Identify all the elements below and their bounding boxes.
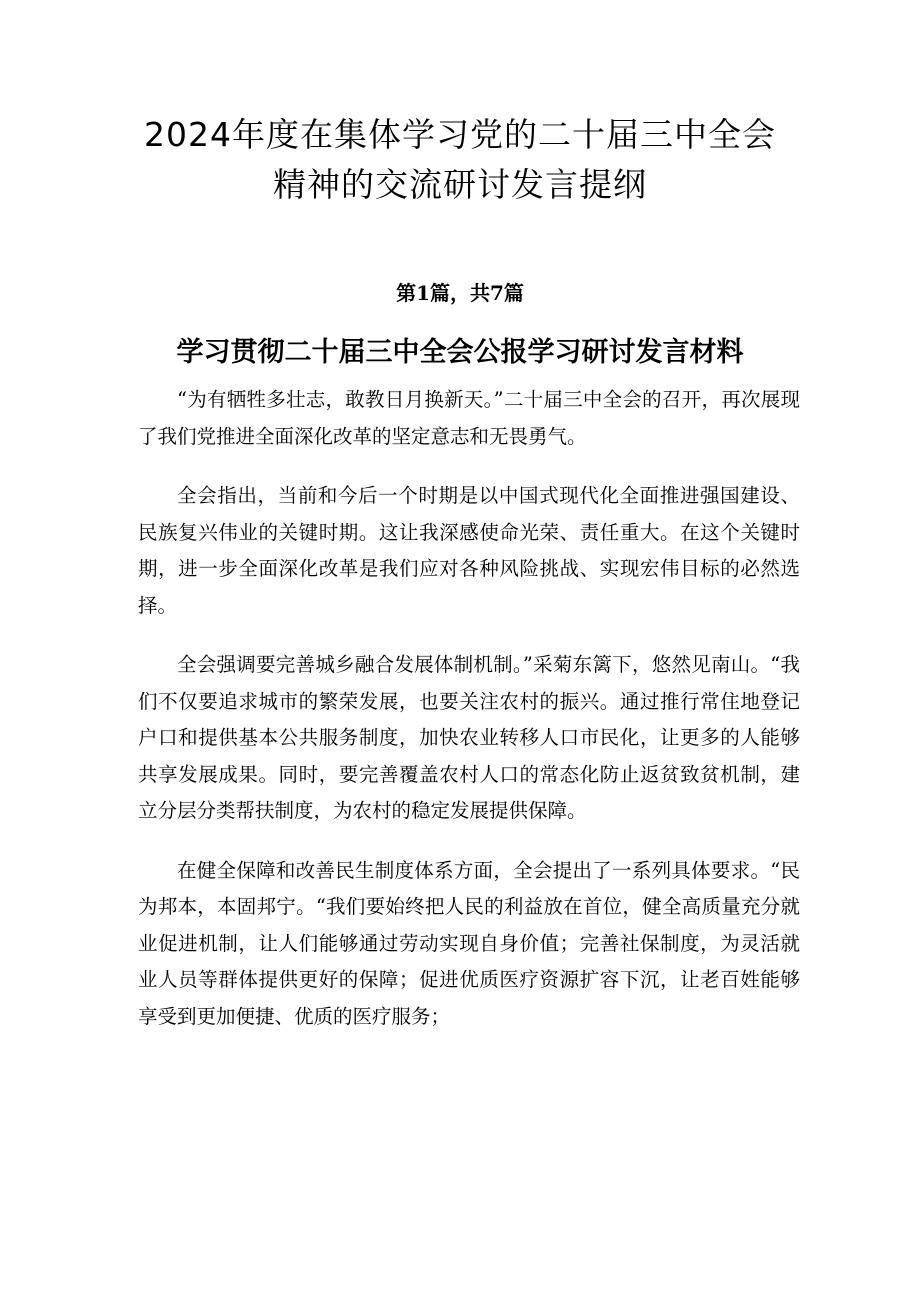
- document-title-line-2: 精神的交流研讨发言提纲: [273, 165, 647, 204]
- body-text: [138, 382, 800, 1058]
- document-title: [0, 110, 920, 210]
- section-heading: 学习贯彻二十届三中全会公报学习研讨发言材料: [176, 337, 744, 368]
- paragraph-2: 全会指出，当前和今后一个时期是以中国式现代化全面推进强国建设、民族复兴伟业的关键时期。这让我深感使命光荣、责任重大。在这个关键时期，进一步全面深化改革是我们应对各种风险挑战、实现宏伟目标的必然选择。: [138, 484, 800, 617]
- paragraph-3: 全会强调要完善城乡融合发展体制机制。”采菊东篱下，悠然见南山。“我们不仅要追求城市的繁荣发展，也要关注农村的振兴。通过推行常住地登记户口和提供基本公共服务制度，加快农业转移人口市民化，让更多的人能够共享发展成果。同时，要完善覆盖农村人口的常态化防止返贫致贫机制，建立分层分类帮扶制度，为农村的稳定发展提供保障。: [138, 653, 800, 822]
- paragraph-1: “为有牺牲多壮志，敢教日月换新天。”二十届三中全会的召开，再次展现了我们党推进全面深化改革的坚定意志和无畏勇气。: [138, 388, 800, 448]
- paragraph-4: 在健全保障和改善民生制度体系方面，全会提出了一系列具体要求。“民为邦本，本固邦宁。“我们要始终把人民的利益放在首位，健全高质量充分就业促进机制，让人们能够通过劳动实现自身价值；完善社保制度，为灵活就业人员等群体提供更好的保障；促进优质医疗资源扩容下沉，让老百姓能够享受到更加便捷、优质的医疗服务；: [138, 858, 800, 1028]
- part-indicator: 第1篇，共7篇: [396, 281, 524, 305]
- document-title-line-1: 2024年度在集体学习党的二十届三中全会: [144, 115, 776, 154]
